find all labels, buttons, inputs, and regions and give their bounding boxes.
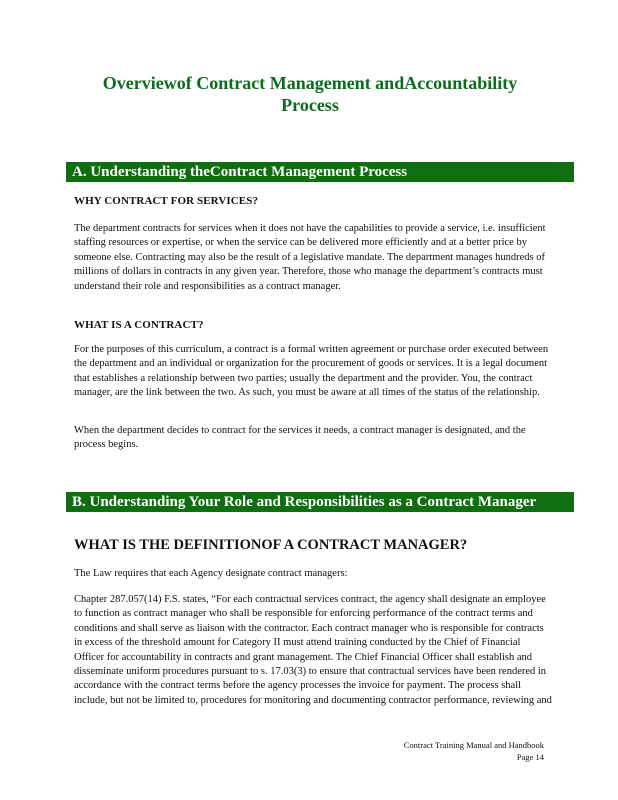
page-title-line-2: Process: [281, 95, 339, 115]
section-a-header: A. Understanding theContract Management Process: [66, 162, 574, 182]
what-is-contract-heading: WHAT IS A CONTRACT?: [74, 319, 204, 331]
page-title-line-1: Overviewof Contract Management andAccountability: [102, 73, 518, 93]
contract-manager-designated-paragraph: When the department decides to contract for the services it needs, a contract manager is designated, and the process begins.: [74, 425, 526, 451]
law-intro-paragraph: The Law requires that each Agency designate contract managers:: [74, 568, 348, 579]
footer-manual-title: Contract Training Manual and Handbook: [403, 740, 544, 750]
page-title: [60, 72, 560, 116]
section-b-header: B. Understanding Your Role and Responsibilities as a Contract Manager: [66, 492, 574, 512]
why-contract-heading: WHY CONTRACT FOR SERVICES?: [74, 195, 259, 207]
why-contract-paragraph: The department contracts for services when it does not have the capabilities to provide a service, i.e. insufficient staffing resources or expertise, or when the service can be delivered more efficiently and at a better price by someone else. Contracting may also be the result of a legislative mandate. The department manages hundreds of millions of dollars in contracts in any given year. Therefore, those who manage the department’s contracts must understand their role and responsibilities as a contract manager.: [74, 223, 546, 292]
footer-page-number: Page 14: [516, 752, 544, 762]
definition-heading: WHAT IS THE DEFINITIONOF A CONTRACT MANAGER?: [74, 537, 468, 553]
statute-paragraph: Chapter 287.057(14) F.S. states, “For each contractual services contract, the agency shall designate an employee to function as contract manager who shall be responsible for enforcing performance of the contract terms and conditions and shall serve as liaison with the contractor. Each contract manager who is responsible for contracts in excess of the threshold amount for Category II must attend training conducted by the Chief of Financial Officer for accountability in contracts and grant management. The Chief Financial Officer shall establish and disseminate uniform procedures pursuant to s. 17.03(3) to ensure that contractual services have been rendered in accordance with the contract terms before the agency processes the invoice for payment. The process shall include, but not be limited to, procedures for monitoring and documenting contractor performance, reviewing and: [74, 594, 552, 706]
what-is-contract-paragraph: For the purposes of this curriculum, a contract is a formal written agreement or purchase order executed between the department and an individual or organization for the procurement of goods or services. It is a legal document that establishes a relationship between two parties; usually the department and the provider. You, the contract manager, are the link between the two. As such, you must be aware at all times of the status of the relationship.: [74, 344, 549, 399]
